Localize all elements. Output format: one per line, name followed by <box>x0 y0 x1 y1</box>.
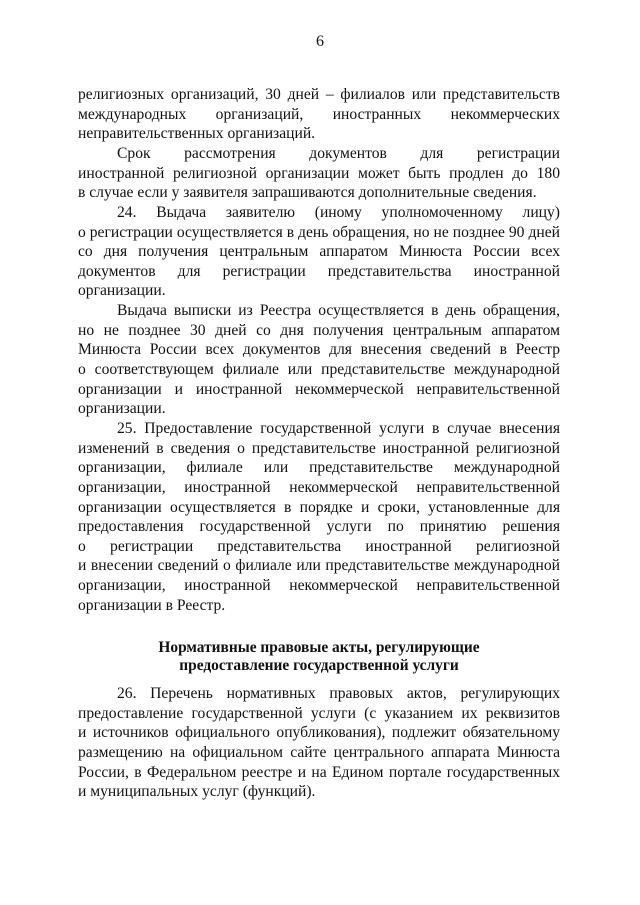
text-line: о соответствующем филиале или представительстве международной <box>78 361 560 379</box>
paragraph <box>78 419 560 615</box>
paragraph <box>78 144 560 203</box>
page-number: 6 <box>316 33 324 50</box>
text-line: документов для регистрации представительства иностранной <box>78 262 560 280</box>
text-line: предоставление государственной услуги (с указанием их реквизитов <box>78 704 560 722</box>
text-line: о регистрации осуществляется в день обращения, но не позднее 90 дней <box>78 223 560 241</box>
text-line: и внесении сведений о филиале или представительстве международной <box>78 557 560 575</box>
text-line: организации и иностранной некоммерческой неправительственной <box>78 380 560 398</box>
text-line: международных организаций, иностранных некоммерческих <box>78 105 560 123</box>
paragraph <box>78 203 560 301</box>
text-line: организации, иностранной некоммерческой неправительственной <box>78 577 560 595</box>
text-line: предоставления государственной услуги по принятию решения <box>78 518 560 536</box>
text-line: организации. <box>78 282 166 300</box>
paragraph <box>78 684 560 802</box>
text-line: в случае если у заявителя запрашиваются дополнительные сведения. <box>78 184 537 202</box>
text-line: 24. Выдача заявителю (иному уполномоченному лицу) <box>117 203 560 221</box>
text-line: Выдача выписки из Реестра осуществляется в день обращения, <box>117 302 560 320</box>
section-body-text <box>78 684 560 802</box>
text-line: иностранной религиозной организации может быть продлен до 180 <box>78 164 560 182</box>
text-line: и муниципальных услуг (функций). <box>78 783 316 801</box>
text-line: Срок рассмотрения документов для регистрации <box>117 144 560 162</box>
paragraph <box>78 301 560 419</box>
text-line: 26. Перечень нормативных правовых актов, регулирующих <box>117 685 560 702</box>
section-heading-line: предоставление государственной услуги <box>179 656 459 674</box>
text-line: о регистрации представительства иностранной религиозной <box>78 537 560 555</box>
text-line: России, в Федеральном реестре и на Едином портале государственных <box>78 763 560 781</box>
text-line: неправительственных организаций. <box>78 125 316 143</box>
text-line: изменений в сведения о представительстве иностранной религиозной <box>78 439 560 457</box>
text-line: организации, иностранной некоммерческой неправительственной <box>78 478 560 496</box>
text-line: но не позднее 30 дней со дня получения центральным аппаратом <box>78 321 560 339</box>
text-line: со дня получения центральным аппаратом Минюста России всех <box>78 243 560 261</box>
text-line: размещению на официальном сайте центрального аппарата Минюста <box>78 743 560 761</box>
text-line: организации в Реестр. <box>78 596 226 614</box>
text-line: организации осуществляется в порядке и сроки, установленные для <box>78 498 560 516</box>
text-line: 25. Предоставление государственной услуги в случае внесения <box>117 419 560 437</box>
section-heading-line: Нормативные правовые акты, регулирующие <box>158 639 480 656</box>
text-line: и источников официального опубликования), подлежит обязательному <box>78 724 560 742</box>
text-line: организации. <box>78 400 166 418</box>
section-heading <box>78 639 560 674</box>
paragraph <box>78 85 560 144</box>
text-line: организации, филиале или представительстве международной <box>78 459 560 477</box>
body-text <box>78 85 560 615</box>
text-line: религиозных организаций, 30 дней – филиалов или представительств <box>78 86 560 103</box>
text-line: Минюста России всех документов для внесения сведений в Реестр <box>78 341 560 359</box>
